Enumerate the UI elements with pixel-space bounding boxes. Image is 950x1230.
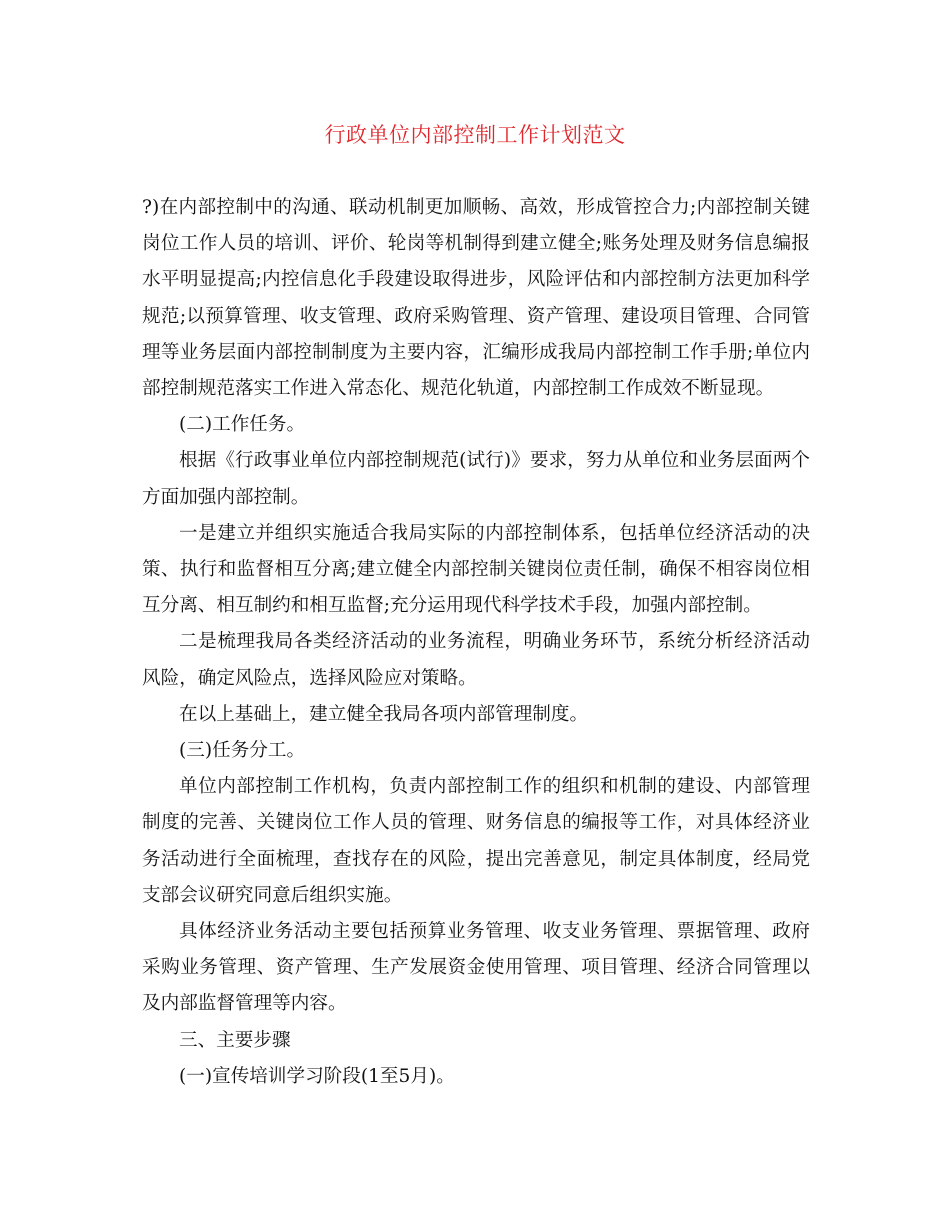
paragraph: 在以上基础上，建立健全我局各项内部管理制度。 xyxy=(179,703,589,725)
section-heading: (三)任务分工。 xyxy=(179,740,306,762)
section-heading: (二)工作任务。 xyxy=(179,414,306,436)
document-body xyxy=(142,190,810,1095)
section-heading: 三、主要步骤 xyxy=(179,1029,291,1051)
paragraph: ?)在内部控制中的沟通、联动机制更加顺畅、高效，形成管控合力;内部控制关键岗位工作人员的培训、评价、轮岗等机制得到建立健全;账务处理及财务信息编报水平明显提高;内控信息化手段建设取得进步，风险评估和内部控制方法更加科学规范;以预算管理、收支管理、政府采购管理、资产管理、建设项目管理、合同管理等业务层面内部控制制度为主要内容，汇编形成我局内部控制工作手册;单位内部控制规范落实工作进入常态化、规范化轨道，内部控制工作成效不断显现。 xyxy=(142,197,810,400)
document-title: 行政单位内部控制工作计划范文 xyxy=(324,123,626,147)
paragraph: 单位内部控制工作机构，负责内部控制工作的组织和机制的建设、内部管理制度的完善、关键岗位工作人员的管理、财务信息的编报等工作，对具体经济业务活动进行全面梳理，查找存在的风险，提出完善意见，制定具体制度，经局党支部会议研究同意后组织实施。 xyxy=(142,776,810,906)
section-heading: (一)宣传培训学习阶段(1至5月)。 xyxy=(179,1065,455,1087)
paragraph: 具体经济业务活动主要包括预算业务管理、收支业务管理、票据管理、政府采购业务管理、资产管理、生产发展资金使用管理、项目管理、经济合同管理以及内部监督管理等内容。 xyxy=(142,921,810,1015)
paragraph: 根据《行政事业单位内部控制规范(试行)》要求，努力从单位和业务层面两个方面加强内部控制。 xyxy=(142,450,810,508)
paragraph: 一是建立并组织实施适合我局实际的内部控制体系，包括单位经济活动的决策、执行和监督相互分离;建立健全内部控制关键岗位责任制，确保不相容岗位相互分离、相互制约和相互监督;充分运用现代科学技术手段，加强内部控制。 xyxy=(142,522,810,617)
paragraph: 二是梳理我局各类经济活动的业务流程，明确业务环节，系统分析经济活动风险，确定风险点，选择风险应对策略。 xyxy=(142,631,810,689)
